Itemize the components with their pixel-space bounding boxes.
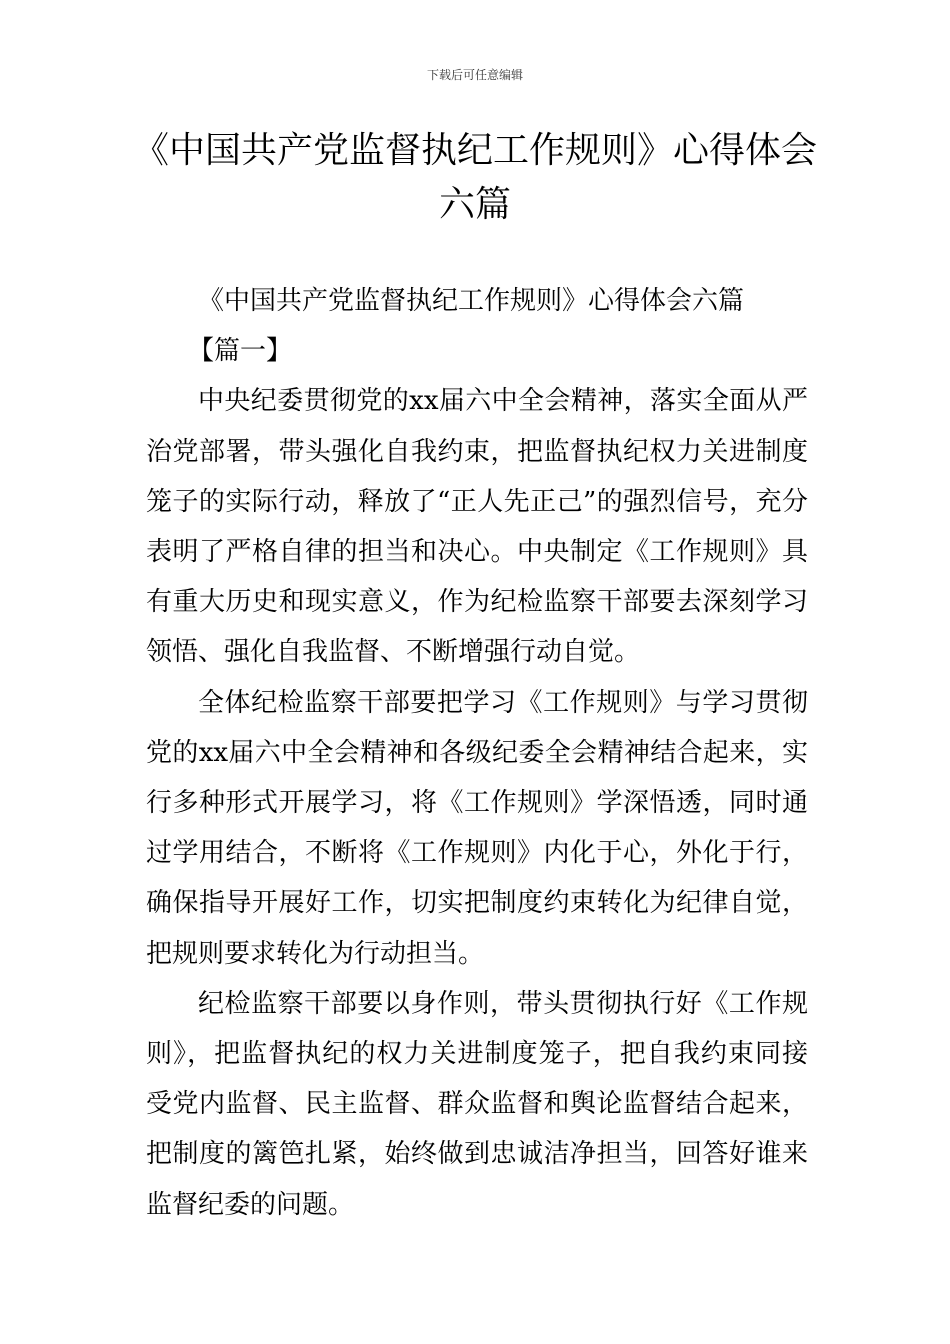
section-label: 【篇一】 bbox=[188, 336, 293, 367]
document-title: 《中国共产党监督执纪工作规则》心得体会六篇 bbox=[132, 130, 817, 225]
document-body bbox=[146, 276, 808, 1230]
body-paragraph-1: 中央纪委贯彻党的xx届六中全会精神，落实全面从严治党部署，带头强化自我约束，把监督执纪权力关进制度笼子的实际行动，释放了“正人先正己”的强烈信号，充分表明了严格自律的担当和决心。中央制定《工作规则》具有重大历史和现实意义，作为纪检监察干部要去深刻学习领悟、强化自我监督、不断增强行动自觉。 bbox=[146, 386, 808, 668]
body-paragraph-2: 全体纪检监察干部要把学习《工作规则》与学习贯彻党的xx届六中全会精神和各级纪委全会精神结合起来，实行多种形式开展学习，将《工作规则》学深悟透，同时通过学用结合，不断将《工作规则》内化于心，外化于行，确保指导开展好工作，切实把制度约束转化为纪律自觉，把规则要求转化为行动担当。 bbox=[146, 687, 808, 969]
header-note: 下载后可任意编辑 bbox=[426, 68, 523, 82]
document-subtitle: 《中国共产党监督执纪工作规则》心得体会六篇 bbox=[198, 286, 745, 316]
body-paragraph-3: 纪检监察干部要以身作则，带头贯彻执行好《工作规则》，把监督执纪的权力关进制度笼子，把自我约束同接受党内监督、民主监督、群众监督和舆论监督结合起来，把制度的篱笆扎紧，始终做到忠诚洁净担当，回答好谁来监督纪委的问题。 bbox=[146, 988, 808, 1220]
